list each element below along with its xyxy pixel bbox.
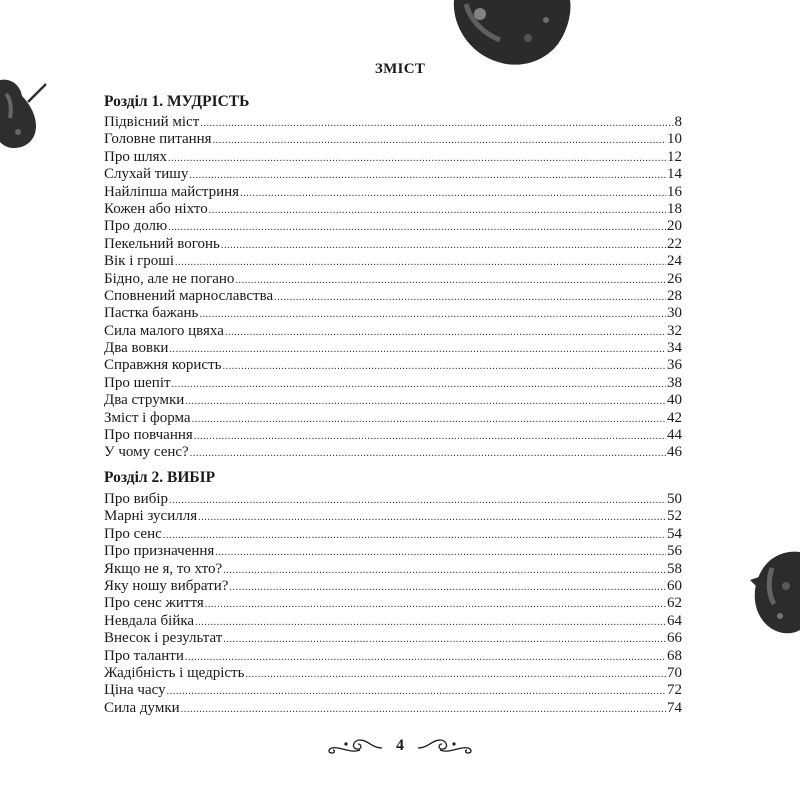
toc-entry-page: 46 xyxy=(667,444,682,461)
toc-entry[interactable] xyxy=(104,543,682,560)
toc-entry-page: 30 xyxy=(667,305,682,322)
toc-entry-title: Бідно, але не погано xyxy=(104,270,235,287)
toc-entry-page: 74 xyxy=(667,699,682,716)
toc-entry-title: Зміст і форма xyxy=(104,409,191,426)
dot-leader xyxy=(240,185,666,202)
toc-entry-title: Сповнений марнославства xyxy=(104,287,274,304)
dot-leader xyxy=(205,596,666,613)
dot-leader xyxy=(169,492,666,509)
toc-entry[interactable] xyxy=(104,427,682,444)
dot-leader xyxy=(185,649,666,666)
dot-leader xyxy=(175,254,666,271)
toc-entry-page: 42 xyxy=(667,409,682,426)
toc-entry-title: У чому сенс? xyxy=(104,444,189,461)
toc-entry[interactable] xyxy=(104,271,682,288)
toc-entry[interactable] xyxy=(104,323,682,340)
toc-entry-page: 52 xyxy=(667,508,682,525)
toc-entry[interactable] xyxy=(104,444,682,461)
toc-entry-title: Про сенс життя xyxy=(104,595,204,612)
toc-entry-page: 56 xyxy=(667,543,682,560)
dot-leader xyxy=(169,341,666,358)
page-footer xyxy=(0,736,800,756)
toc-entry[interactable] xyxy=(104,700,682,717)
dot-leader xyxy=(194,428,666,445)
toc-entry-title: Яку ношу вибрати? xyxy=(104,577,229,594)
toc-entry-page: 38 xyxy=(667,374,682,391)
toc-entry[interactable] xyxy=(104,236,682,253)
dot-leader xyxy=(181,701,666,718)
toc-entry-page: 62 xyxy=(667,595,682,612)
toc-entry-title: Пекельний вогонь xyxy=(104,235,220,252)
page-title: ЗМІСТ xyxy=(374,61,426,77)
dot-leader xyxy=(221,237,666,254)
toc-entry[interactable] xyxy=(104,114,682,131)
toc-entry[interactable] xyxy=(104,201,682,218)
toc-entry-page: 18 xyxy=(667,200,682,217)
toc-entry[interactable] xyxy=(104,392,682,409)
dot-leader xyxy=(195,614,666,631)
dot-leader xyxy=(192,411,666,428)
dot-leader xyxy=(274,289,666,306)
toc-entry[interactable] xyxy=(104,149,682,166)
toc-entry-title: Вік і гроші xyxy=(104,253,174,270)
toc-entry-page: 32 xyxy=(667,322,682,339)
toc-entry[interactable] xyxy=(104,595,682,612)
page-number: 4 xyxy=(396,737,404,754)
toc-entry-title: Про повчання xyxy=(104,427,193,444)
toc-entry-page: 26 xyxy=(667,270,682,287)
toc-entry-title: Слухай тишу xyxy=(104,166,189,183)
toc-entry[interactable] xyxy=(104,561,682,578)
toc-entry-title: Справжня користь xyxy=(104,357,222,374)
dot-leader xyxy=(198,509,666,526)
toc-entry-page: 28 xyxy=(667,287,682,304)
toc-entry-page: 20 xyxy=(667,218,682,235)
toc-entry[interactable] xyxy=(104,630,682,647)
dot-leader xyxy=(189,167,666,184)
toc-entry-title: Про сенс xyxy=(104,525,162,542)
toc-entry-title: Про шлях xyxy=(104,148,168,165)
toc-entry-title: Невдала бійка xyxy=(104,612,195,629)
toc-entry[interactable] xyxy=(104,184,682,201)
toc-entry-page: 66 xyxy=(667,630,682,647)
toc-entry-page: 34 xyxy=(667,340,682,357)
toc-entry[interactable] xyxy=(104,665,682,682)
toc-entry[interactable] xyxy=(104,340,682,357)
toc-entry-title: Марні зусилля xyxy=(104,508,198,525)
toc-entry[interactable] xyxy=(104,410,682,427)
toc-entry[interactable] xyxy=(104,578,682,595)
toc-entry-page: 44 xyxy=(667,427,682,444)
dot-leader xyxy=(167,683,666,700)
toc-entry-title: Про долю xyxy=(104,218,168,235)
dot-leader xyxy=(223,631,666,648)
toc-entry-page: 68 xyxy=(667,647,682,664)
toc-entry-title: Внесок і результат xyxy=(104,630,223,647)
toc-entry-title: Про таланти xyxy=(104,647,184,664)
dot-leader xyxy=(199,306,666,323)
toc-entry[interactable] xyxy=(104,166,682,183)
toc-entry-title: Жадібність і щедрість xyxy=(104,664,245,681)
toc-entry-title: Ціна часу xyxy=(104,682,166,699)
dot-leader xyxy=(200,115,673,132)
dot-leader xyxy=(168,219,666,236)
toc-entry-page: 58 xyxy=(667,560,682,577)
toc-entry-title: Про вибір xyxy=(104,491,168,507)
toc-list-section-1 xyxy=(104,114,682,462)
toc-entry-page: 16 xyxy=(667,183,682,200)
dot-leader xyxy=(213,132,666,149)
toc-entry[interactable] xyxy=(104,648,682,665)
toc-entry-page: 64 xyxy=(667,612,682,629)
toc-entry-page: 70 xyxy=(667,664,682,681)
pear-left-icon xyxy=(0,72,56,152)
toc-entry[interactable] xyxy=(104,613,682,630)
section-heading-2: Розділ 2. ВИБІР xyxy=(104,469,216,486)
toc-entry-title: Про призначення xyxy=(104,543,215,560)
dot-leader xyxy=(215,544,666,561)
section-heading-1: Розділ 1. МУДРІСТЬ xyxy=(104,93,250,110)
dot-leader xyxy=(185,393,666,410)
dot-leader xyxy=(163,527,666,544)
toc-entry[interactable] xyxy=(104,357,682,374)
toc-entry[interactable] xyxy=(104,526,682,543)
toc-entry-title: Два струмки xyxy=(104,392,185,409)
toc-entry-page: 40 xyxy=(667,392,682,409)
toc-entry-page: 36 xyxy=(667,357,682,374)
toc-entry-page: 24 xyxy=(667,253,682,270)
toc-entry-page: 14 xyxy=(667,166,682,183)
toc-entry-title: Підвісний міст xyxy=(104,114,200,130)
toc-entry[interactable] xyxy=(104,682,682,699)
dot-leader xyxy=(223,562,666,579)
toc-entry[interactable] xyxy=(104,508,682,525)
dot-leader xyxy=(229,579,666,596)
toc-entry-page: 72 xyxy=(667,682,682,699)
toc-entry-title: Сила малого цвяха xyxy=(104,322,224,339)
toc-entry-title: Сила думки xyxy=(104,699,180,716)
dot-leader xyxy=(209,202,666,219)
toc-entry-page: 54 xyxy=(667,525,682,542)
toc-entry-page: 60 xyxy=(667,577,682,594)
apple-right-icon xyxy=(742,546,800,636)
toc-entry-title: Головне питання xyxy=(104,131,212,148)
toc-entry[interactable] xyxy=(104,218,682,235)
dot-leader xyxy=(172,376,666,393)
toc-entry-title: Кожен або ніхто xyxy=(104,200,208,217)
dot-leader xyxy=(245,666,666,683)
dot-leader xyxy=(225,324,666,341)
toc-entry[interactable] xyxy=(104,375,682,392)
dot-leader xyxy=(168,150,666,167)
toc-entry-title: Пастка бажань xyxy=(104,305,199,322)
toc-entry-title: Про шепіт xyxy=(104,374,171,391)
dot-leader xyxy=(223,358,667,375)
toc-entry-title: Найліпша майстриня xyxy=(104,183,240,200)
toc-list-section-2 xyxy=(104,491,682,717)
swirl-ornament-icon xyxy=(416,736,474,756)
toc-entry-page: 22 xyxy=(667,235,682,252)
toc-entry-title: Якщо не я, то хто? xyxy=(104,560,223,577)
toc-entry-page: 10 xyxy=(667,131,682,148)
toc-entry-title: Два вовки xyxy=(104,340,169,357)
toc-entry-page: 12 xyxy=(667,148,682,165)
toc-entry[interactable] xyxy=(104,253,682,270)
toc-entry-page: 8 xyxy=(674,114,682,130)
dot-leader xyxy=(235,272,666,289)
toc-entry-page: 50 xyxy=(667,491,682,507)
swirl-ornament-icon xyxy=(326,736,384,756)
dot-leader xyxy=(190,445,666,462)
toc-entry[interactable] xyxy=(104,288,682,305)
toc-entry[interactable] xyxy=(104,131,682,148)
toc-entry[interactable] xyxy=(104,491,682,508)
toc-entry[interactable] xyxy=(104,305,682,322)
